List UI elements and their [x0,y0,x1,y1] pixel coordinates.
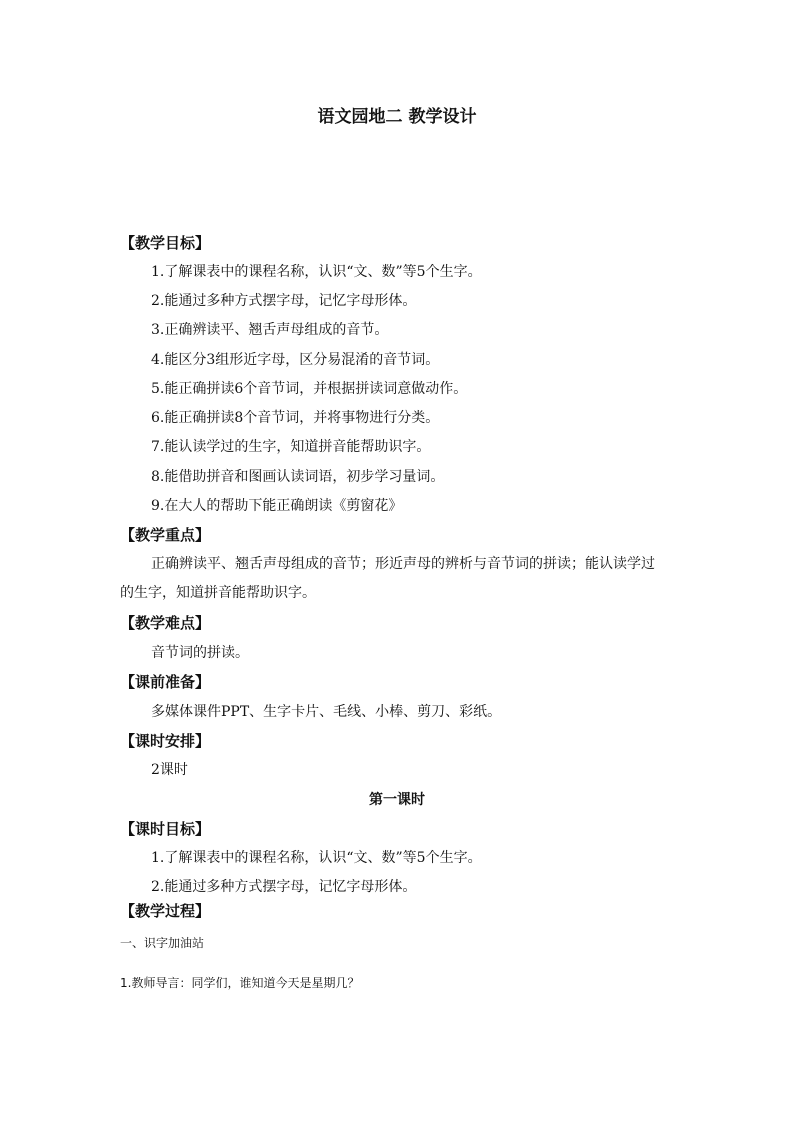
goal-item: 2.能通过多种方式摆字母，记忆字母形体。 [151,293,417,309]
lesson-goal-item: 1.了解课表中的课程名称，认识“文、数”等5个生字。 [151,850,482,866]
lesson-goal-item: 2.能通过多种方式摆字母，记忆字母形体。 [151,879,417,895]
section-heading-lesson-goals: 【课时目标】 [120,820,211,838]
section-heading-goals: 【教学目标】 [120,234,211,252]
goal-item: 1.了解课表中的课程名称，认识“文、数”等5个生字。 [151,264,482,280]
section-heading-difficult: 【教学难点】 [120,614,211,632]
goal-item: 7.能认读学过的生字，知道拼音能帮助识字。 [151,439,431,455]
lesson-title: 第一课时 [369,792,425,808]
goal-item: 6.能正确拼读8个音节词，并将事物进行分类。 [151,410,440,426]
goal-item: 8.能借助拼音和图画认读词语，初步学习量词。 [151,469,445,485]
section-heading-key: 【教学重点】 [120,526,211,544]
prep-text: 多媒体课件PPT、生字卡片、毛线、小棒、剪刀、彩纸。 [151,704,502,720]
goal-item: 3.正确辨读平、翘舌声母组成的音节。 [151,322,389,338]
goal-item: 9.在大人的帮助下能正确朗读《剪窗花》 [151,498,403,514]
section-heading-prep: 【课前准备】 [120,673,211,691]
schedule-text: 2课时 [151,762,188,778]
document-title: 语文园地二 教学设计 [317,107,477,127]
section-heading-schedule: 【课时安排】 [120,732,211,750]
process-substep: 1.教师导言：同学们，谁知道今天是星期几？ [120,976,360,990]
process-step: 一、识字加油站 [120,936,205,950]
goal-item: 4.能区分3组形近字母，区分易混淆的音节词。 [151,352,440,368]
difficult-text: 音节词的拼读。 [151,645,249,661]
section-heading-process: 【教学过程】 [120,902,211,920]
goal-item: 5.能正确拼读6个音节词，并根据拼读词意做动作。 [151,381,468,397]
key-points-text: 正确辨读平、翘舌声母组成的音节；形近声母的辨析与音节词的拼读；能认读学过的生字，知道拼音能帮助识字。 [120,556,655,601]
